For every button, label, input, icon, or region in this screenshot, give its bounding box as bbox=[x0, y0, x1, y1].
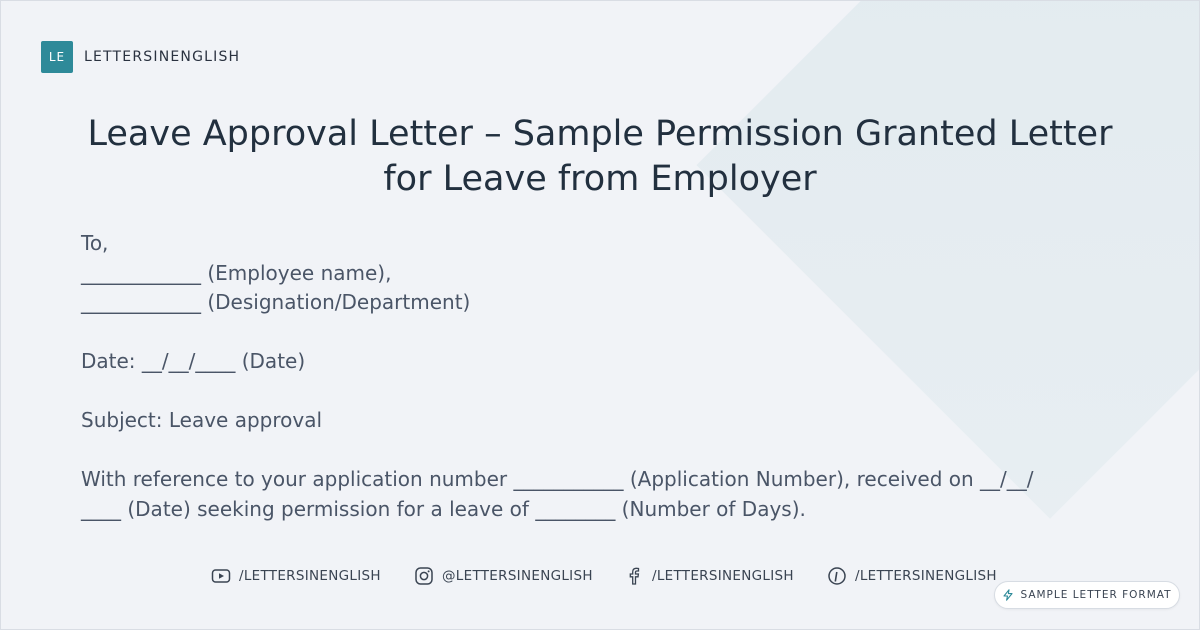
brand-name: LETTERSINENGLISH bbox=[84, 49, 241, 65]
social-facebook[interactable] bbox=[624, 566, 794, 586]
social-label: @LETTERSINENGLISH bbox=[442, 568, 593, 584]
page-title bbox=[60, 112, 1140, 202]
designation-line: ____________ (Designation/Department) bbox=[81, 290, 471, 314]
social-label: /LETTERSINENGLISH bbox=[652, 568, 794, 584]
facebook-icon bbox=[624, 566, 644, 586]
tag-label: SAMPLE LETTER FORMAT bbox=[1020, 589, 1172, 601]
paragraph-line-1: With reference to your application number ___________ (Application Number), received on __/__/ bbox=[81, 467, 1034, 491]
brand-logo[interactable] bbox=[41, 41, 240, 73]
salutation: To, bbox=[81, 231, 109, 255]
date-line: Date: __/__/____ (Date) bbox=[81, 349, 306, 373]
social-instagram[interactable] bbox=[414, 566, 593, 586]
title-line-1: Leave Approval Letter – Sample Permission Granted Letter bbox=[87, 114, 1113, 154]
pinterest-icon bbox=[827, 566, 847, 586]
letter-body bbox=[81, 229, 1081, 524]
social-label: /LETTERSINENGLISH bbox=[239, 568, 381, 584]
social-youtube[interactable] bbox=[211, 566, 381, 586]
bolt-icon bbox=[1002, 589, 1014, 601]
employee-line: ____________ (Employee name), bbox=[81, 260, 392, 285]
logo-badge: LE bbox=[41, 41, 73, 73]
subject-line: Subject: Leave approval bbox=[81, 408, 323, 432]
paragraph-line-2: ____ (Date) seeking permission for a leave of ________ (Number of Days). bbox=[81, 496, 806, 521]
social-pinterest[interactable] bbox=[827, 566, 997, 586]
title-line-2: for Leave from Employer bbox=[383, 159, 817, 199]
youtube-icon bbox=[211, 566, 231, 586]
instagram-icon bbox=[414, 566, 434, 586]
sample-letter-format-tag[interactable] bbox=[994, 581, 1180, 609]
social-label: /LETTERSINENGLISH bbox=[855, 568, 997, 584]
